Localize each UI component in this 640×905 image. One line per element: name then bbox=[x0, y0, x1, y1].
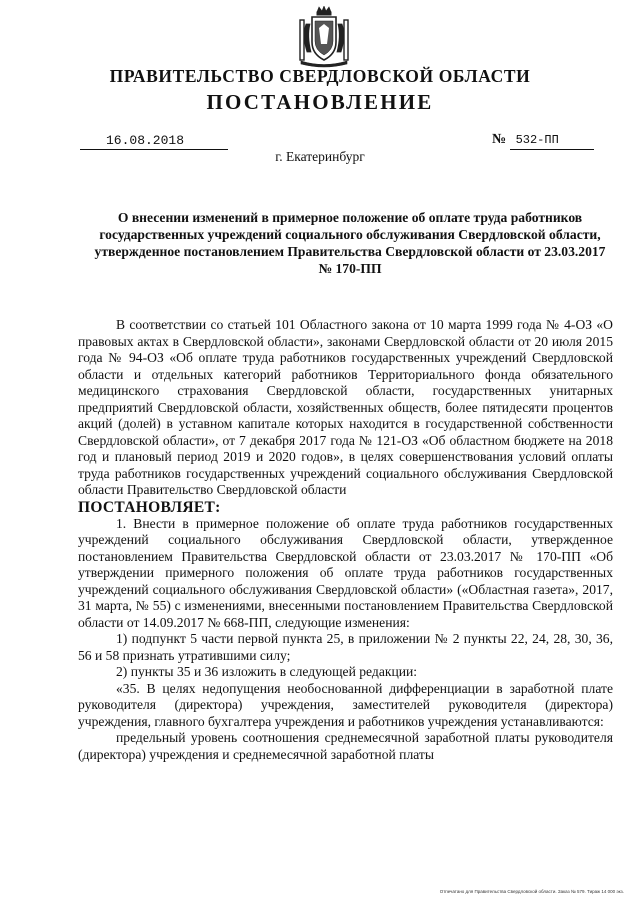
city: г. Екатеринбург bbox=[275, 149, 365, 164]
document-number: 532-ПП bbox=[510, 132, 594, 150]
preamble-paragraph: В соответствии со статьей 101 Областного закона от 10 марта 1999 года № 4-ОЗ «О правовых актах в Свердловской области», законами Свердловской области от 20 июля 2015 года № 94-ОЗ «Об оплате труда работников государственных учреждений Свердловской области и отдельных категорий работников Территориального фонда обязательного медицинского страхования Свердловской области, государственных унитарных предприятий Свердловской области, хозяйственных обществ, более пятидесяти процентов акций (долей) в уставном капитале которых находится в государственной собственности Свердловской области», от 7 декабря 2017 года № 121-ОЗ «Об областном бюджете на 2018 год и плановый период 2019 и 2020 годов», в целях совершенствования условий оплаты труда работников государственных учреждений социального обслуживания Свердловской области Правительство Свердловской области bbox=[78, 317, 613, 497]
number-sign: № bbox=[492, 132, 507, 147]
document-type: ПОСТАНОВЛЕНИЕ bbox=[206, 90, 434, 114]
document-number-block bbox=[492, 131, 606, 150]
paragraph: 1. Внести в примерное положение об оплате труда работников государственных учреждений социального обслуживания Свердловской области, утвержденное постановлением Правительства Свердловской области от 23.03.2017 № 170-ПП «Об утверждении примерного положения об оплате труда работников государственных учреждений социального обслуживания Свердловской области» («Областная газета», 2017, 31 марта, № 55) с изменениями, внесенными постановлением Правительства Свердловской области от 14.09.2017 № 668-ПП, следующие изменения: bbox=[78, 515, 613, 630]
paragraph: «35. В целях недопущения необоснованной дифференциации в заработной плате руководителя (директора) учреждения, заместителей руководителя (директора) учреждения, главного бухгалтера учреждения и работников учреждения устанавливаются: bbox=[78, 680, 613, 729]
print-footer-note: Отпечатано для Правительства Свердловской области. Заказ № 579. Тираж 14 000 экз. bbox=[439, 889, 624, 894]
organization-name: ПРАВИТЕЛЬСТВО СВЕРДЛОВСКОЙ ОБЛАСТИ bbox=[109, 66, 531, 86]
paragraph: 1) подпункт 5 части первой пункта 25, в приложении № 2 пункты 22, 24, 28, 30, 36, 56 и 58 признать утратившими силу; bbox=[78, 631, 613, 663]
document-date: 16.08.2018 bbox=[80, 132, 228, 150]
coat-of-arms-icon bbox=[297, 6, 351, 68]
paragraph: предельный уровень соотношения среднемесячной заработной платы руководителя (директора) учреждения и среднемесячной заработной платы bbox=[78, 730, 613, 762]
decree-word: ПОСТАНОВЛЯЕТ: bbox=[78, 498, 221, 516]
document-body bbox=[78, 317, 613, 763]
document-title: О внесении изменений в примерное положение об оплате труда работников государственных учреждений социального обслуживания Свердловской области, утвержденное постановлением Правительства Свердловской области от 23.03.2017 № 170-ПП bbox=[94, 210, 606, 276]
paragraph: 2) пункты 35 и 36 изложить в следующей редакции: bbox=[116, 664, 418, 679]
